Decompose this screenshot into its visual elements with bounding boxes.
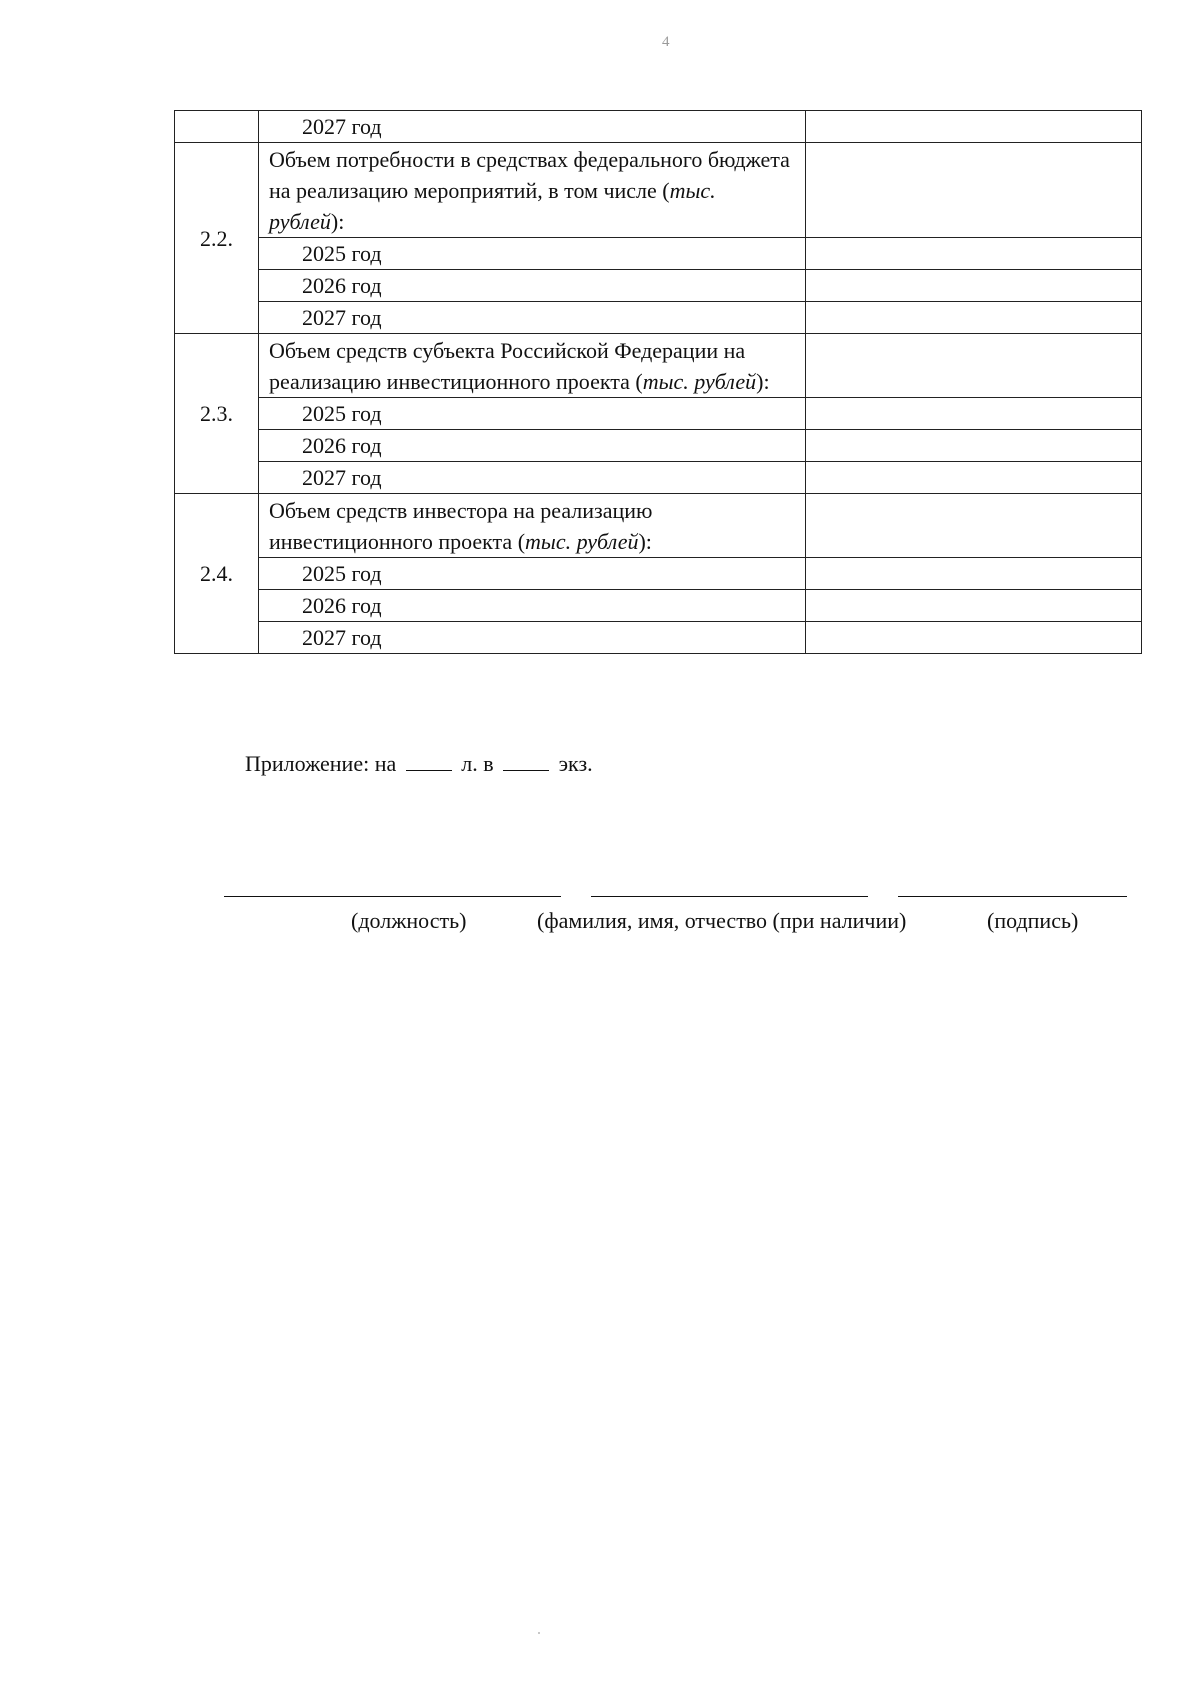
- year-amount-cell[interactable]: [806, 302, 1142, 334]
- table-row: [175, 111, 1142, 143]
- row-description: [259, 494, 806, 558]
- table-row: [175, 430, 1142, 462]
- table-row: [175, 302, 1142, 334]
- description-text: Объем средств инвестора на реализацию инвестиционного проекта (: [269, 498, 653, 554]
- table-row: [175, 334, 1142, 398]
- signature-line[interactable]: [898, 896, 1127, 897]
- year-label: 2026 год: [259, 270, 806, 302]
- name-caption: (фамилия, имя, отчество (при наличии): [537, 908, 907, 933]
- year-amount-cell[interactable]: [806, 111, 1142, 143]
- year-label: 2025 год: [259, 398, 806, 430]
- year-amount-cell[interactable]: [806, 558, 1142, 590]
- year-label: 2027 год: [259, 622, 806, 654]
- description-tail: ):: [330, 209, 345, 234]
- table-row: [175, 462, 1142, 494]
- description-tail: ):: [638, 529, 652, 554]
- year-label: 2026 год: [259, 430, 806, 462]
- year-label: 2027 год: [259, 462, 806, 494]
- year-label: 2027 год: [259, 111, 806, 143]
- position-signature-line[interactable]: [224, 896, 561, 897]
- page-number: 4: [662, 34, 670, 50]
- amount-cell[interactable]: [806, 334, 1142, 398]
- copies-count-blank[interactable]: [503, 754, 549, 771]
- table-row: [175, 398, 1142, 430]
- table-row: [175, 494, 1142, 558]
- year-amount-cell[interactable]: [806, 430, 1142, 462]
- row-number: 2.4.: [175, 494, 259, 654]
- row-number: 2.2.: [175, 143, 259, 334]
- attachment-line: [245, 751, 593, 777]
- table-row: [175, 590, 1142, 622]
- description-tail: ):: [756, 369, 770, 394]
- attachment-prefix: Приложение: на: [245, 751, 397, 776]
- description-text: Объем потребности в средствах федерального бюджета на реализацию мероприятий, в том числе (: [269, 147, 790, 203]
- year-amount-cell[interactable]: [806, 398, 1142, 430]
- funding-table: [174, 110, 1142, 654]
- table-row: [175, 622, 1142, 654]
- name-signature-line[interactable]: [591, 896, 868, 897]
- unit-text: тыс. рублей: [525, 529, 639, 554]
- row-description: [259, 143, 806, 238]
- table-row: [175, 558, 1142, 590]
- sheets-count-blank[interactable]: [406, 754, 452, 771]
- attachment-middle: л. в: [461, 751, 494, 776]
- year-amount-cell[interactable]: [806, 238, 1142, 270]
- unit-text: тыс. рублей: [269, 178, 716, 234]
- year-label: 2025 год: [259, 558, 806, 590]
- amount-cell[interactable]: [806, 494, 1142, 558]
- scan-speck: [538, 1632, 540, 1634]
- table-row: [175, 238, 1142, 270]
- year-amount-cell[interactable]: [806, 462, 1142, 494]
- attachment-suffix: экз.: [558, 751, 593, 776]
- signature-caption: (подпись): [987, 908, 1079, 933]
- year-amount-cell[interactable]: [806, 270, 1142, 302]
- year-amount-cell[interactable]: [806, 622, 1142, 654]
- year-label: 2026 год: [259, 590, 806, 622]
- table-row: [175, 143, 1142, 238]
- position-caption: (должность): [351, 908, 467, 933]
- row-number: [175, 111, 259, 143]
- year-amount-cell[interactable]: [806, 590, 1142, 622]
- row-number: 2.3.: [175, 334, 259, 494]
- year-label: 2025 год: [259, 238, 806, 270]
- unit-text: тыс. рублей: [642, 369, 757, 394]
- description-text: Объем средств субъекта Российской Федерации на реализацию инвестиционного проекта (: [269, 338, 746, 394]
- amount-cell[interactable]: [806, 143, 1142, 238]
- table-row: [175, 270, 1142, 302]
- year-label: 2027 год: [259, 302, 806, 334]
- row-description: [259, 334, 806, 398]
